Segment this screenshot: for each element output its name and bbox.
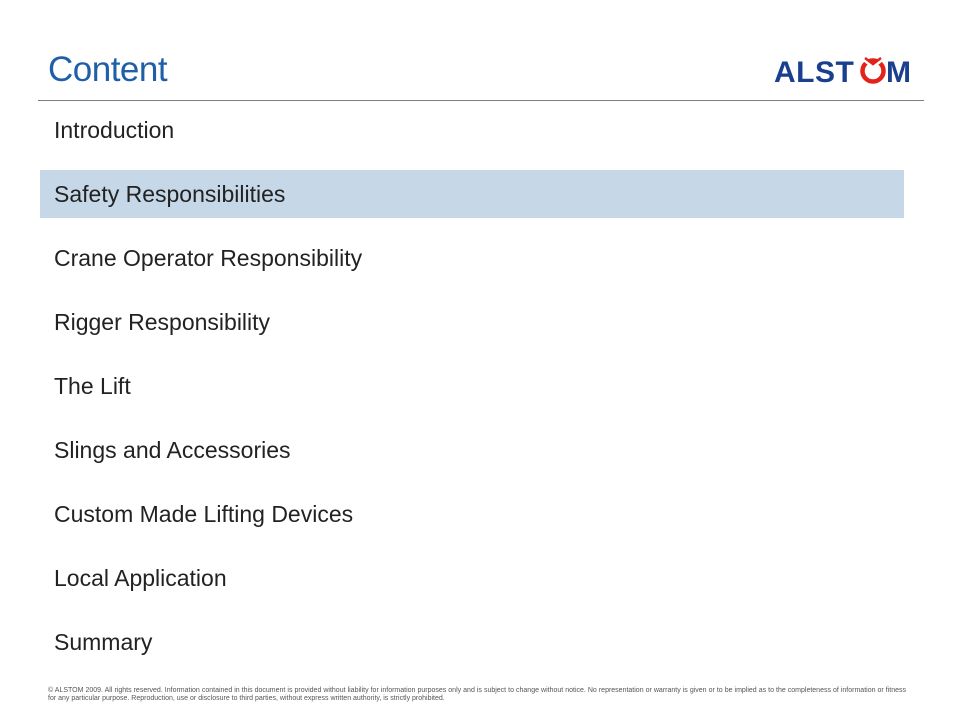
copyright-footer: © ALSTOM 2009. All rights reserved. Information contained in this document is provided without liability for information purposes only and is subject to change without notice. No representation or warranty is given or to be implied as to the completeness of information or fitness for any particular purpose. Reproduction, use or disclosure to third parties, without express written authority, is strictly prohibited. [48,687,906,702]
agenda-item-summary[interactable]: Summary [54,629,153,655]
agenda-item-local-application[interactable]: Local Application [54,565,227,591]
svg-text:M: M [886,56,911,88]
agenda-item-safety-responsibilities[interactable]: Safety Responsibilities [40,170,904,218]
svg-text:ALST: ALST [774,56,855,88]
slide-title: Content [48,50,168,89]
alstom-logo [774,54,926,88]
agenda-list [40,98,904,682]
agenda-item-introduction[interactable]: Introduction [54,117,175,143]
agenda-item-rigger-responsibility[interactable]: Rigger Responsibility [54,309,271,335]
agenda-item-custom-made-lifting-devices[interactable]: Custom Made Lifting Devices [54,501,354,527]
agenda-item-slings-and-accessories[interactable]: Slings and Accessories [54,437,291,463]
agenda-item-the-lift[interactable]: The Lift [54,373,131,399]
logo-o-icon [863,58,884,82]
agenda-item-crane-operator-responsibility[interactable]: Crane Operator Responsibility [54,245,363,271]
